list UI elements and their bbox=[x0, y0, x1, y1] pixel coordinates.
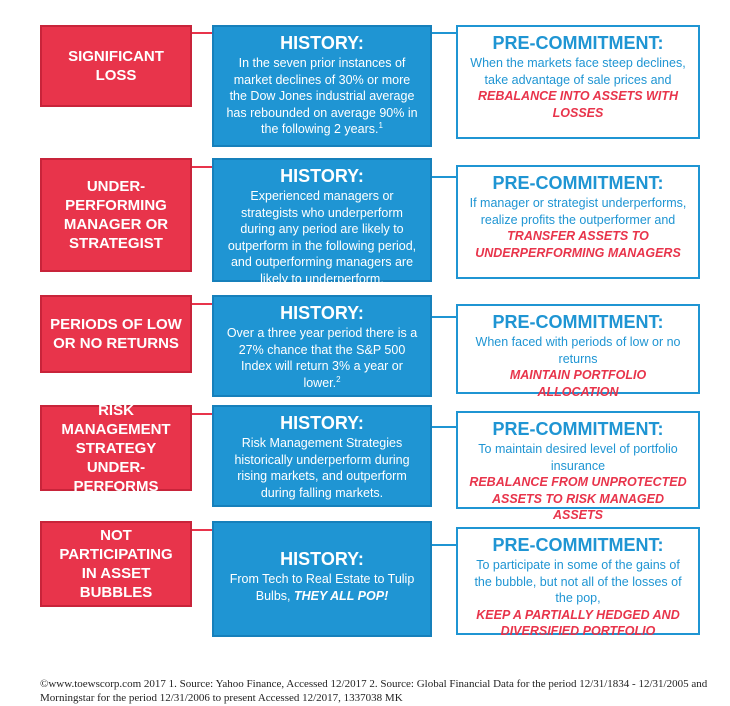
history-title: HISTORY: bbox=[280, 166, 364, 186]
footnote-ref: 1 bbox=[378, 120, 383, 130]
pre-commitment-box bbox=[456, 25, 700, 139]
history-text: Risk Management Strategies historically underperform during rising markets, and outperform during falling markets. bbox=[234, 436, 410, 500]
pre-commitment-text: If manager or strategist underperforms, realize profits the outperformer and bbox=[469, 196, 687, 227]
scenario-label: RISK MANAGEMENT STRATEGY UNDER-PERFORMS bbox=[61, 401, 171, 495]
pre-commitment-action: TRANSFER ASSETS TO UNDERPERFORMING MANAGERS bbox=[475, 229, 681, 260]
pre-commitment-title: PRE-COMMITMENT: bbox=[492, 33, 664, 53]
pre-commitment-title: PRE-COMMITMENT: bbox=[492, 419, 664, 439]
pre-commitment-title: PRE-COMMITMENT: bbox=[492, 173, 664, 193]
pre-commitment-action: REBALANCE FROM UNPROTECTED ASSETS TO RISK MANAGED ASSETS bbox=[469, 475, 687, 522]
pre-commitment-box bbox=[456, 527, 700, 638]
history-emphasis: THEY ALL POP! bbox=[294, 588, 389, 603]
scenario-label: UNDER-PERFORMING MANAGER OR STRATEGIST bbox=[63, 178, 169, 252]
history-text: Over a three year period there is a 27% chance that the S&P 500 Index will return 3% a year or lower.$^2$ bbox=[226, 326, 418, 390]
history-title: HISTORY: bbox=[280, 33, 364, 53]
pre-commitment-action: MAINTAIN PORTFOLIO ALLOCATION bbox=[509, 368, 647, 399]
history-box bbox=[212, 405, 432, 507]
pre-commitment-text: When faced with periods of low or no returns bbox=[475, 335, 681, 366]
history-title: HISTORY: bbox=[280, 303, 364, 323]
history-text: From Tech to Real Estate to Tulip Bulbs, THEY ALL POP! bbox=[229, 572, 415, 603]
scenario-asset-bubbles bbox=[40, 521, 192, 607]
history-text: In the seven prior instances of market declines of 30% or more the Dow Jones industrial average has rebounded on average 90% in the following 2 years.$^1$ bbox=[226, 56, 418, 136]
history-box bbox=[212, 521, 432, 637]
history-box bbox=[212, 295, 432, 397]
footer-sources: ©www.toewscorp.com 2017 1. Source: Yahoo Finance, Accessed 12/2017 2. Source: Global Financial Data for the period 12/31/1834 - 12/31/2005 and Morningstar for the period 12/31/2006 to present Accessed 12/2017, 1337038 MK bbox=[40, 678, 708, 704]
scenario-low-returns bbox=[40, 295, 192, 373]
pre-commitment-text: To participate in some of the gains of the bubble, but not all of the losses of the pop, bbox=[474, 558, 682, 605]
pre-commitment-box bbox=[456, 304, 700, 399]
pre-commitment-text: When the markets face steep declines, take advantage of sale prices and bbox=[470, 56, 686, 87]
scenario-underperforming-manager bbox=[40, 158, 192, 272]
history-text: Experienced managers or strategists who underperform during any period are likely to outperform in the following period, and outperforming managers are likely to underperform. bbox=[227, 189, 417, 286]
history-box bbox=[212, 25, 432, 147]
scenario-significant-loss bbox=[40, 25, 192, 107]
scenario-risk-management bbox=[40, 401, 192, 495]
pre-commitment-box bbox=[456, 165, 700, 279]
pre-commitment-action: REBALANCE INTO ASSETS WITH LOSSES bbox=[477, 89, 678, 120]
pre-commitment-box bbox=[456, 411, 700, 522]
pre-commitment-text: To maintain desired level of portfolio insurance bbox=[478, 442, 678, 473]
history-title: HISTORY: bbox=[280, 549, 364, 569]
history-title: HISTORY: bbox=[280, 413, 364, 433]
history-box bbox=[212, 158, 432, 286]
pre-commitment-title: PRE-COMMITMENT: bbox=[492, 535, 664, 555]
footnote-ref: 2 bbox=[336, 374, 341, 384]
scenario-label: NOT PARTICIPATING IN ASSET BUBBLES bbox=[59, 527, 173, 601]
pre-commitment-title: PRE-COMMITMENT: bbox=[492, 312, 664, 332]
scenario-label: PERIODS OF LOW OR NO RETURNS bbox=[50, 316, 182, 352]
scenario-label: SIGNIFICANT LOSS bbox=[68, 48, 164, 84]
pre-commitment-action: KEEP A PARTIALLY HEDGED AND DIVERSIFIED PORTFOLIO bbox=[476, 607, 680, 638]
